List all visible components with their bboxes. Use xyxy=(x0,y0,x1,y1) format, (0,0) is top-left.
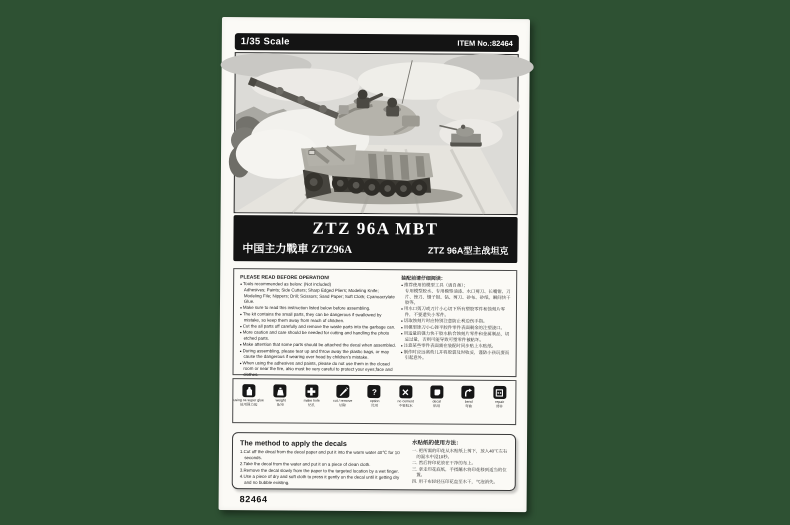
kit-subtitle-chinese: ZTZ 96A型主战坦克 xyxy=(427,245,509,256)
symbol-label-zh: 配重 xyxy=(276,403,284,407)
list-item: 2.Take the decal from the water and put it on a piece of clean cloth. xyxy=(239,461,371,468)
list-item: ● 制作时应远离幼儿并将胶袋及时收妥，谨防小孩玩耍而引起意外。 xyxy=(400,349,511,362)
precautions-heading-en: PLEASE READ BEFORE OPERATION! xyxy=(240,274,330,281)
list-item: ● 推荐使用的模型工具（请自备）； 专用模型胶水、专用模型油漆、水口剪刀、长嘴钳、刀片、锉刀、镊子钳、钻、剪刀、砂布、砂纸、瞬间快干胶等。 xyxy=(401,283,512,307)
symbol-label-en: option xyxy=(369,399,380,404)
symbol-label-zh: 修补 xyxy=(496,404,504,409)
decal-heading-zh: 水贴纸的使用方法： xyxy=(412,439,462,447)
symbol-label-zh: 贴纸 xyxy=(433,404,441,409)
symbol-label-zh: 钻孔 xyxy=(308,403,316,408)
instruction-sheet xyxy=(219,17,530,512)
list-item: ● 用模型锉刀小心锉平胶件零件表面剩余的注塑浇口。 xyxy=(401,325,512,332)
list-item: ● When using the adhesives and paints, please do not use them in the closed room or near the fire, also must be very careful to protect your eyes,face and clothes. xyxy=(239,360,396,379)
knife-icon xyxy=(336,385,349,398)
symbol-no-cement xyxy=(390,385,422,423)
list-item: ● During assembling, please tear up and throw away the plastic bags, or may cause the dangerous if wearing over head by children's mistake. xyxy=(240,348,397,361)
svg-text:?: ? xyxy=(371,387,377,397)
header-bar xyxy=(235,33,519,52)
scale-label: 1/35 Scale xyxy=(240,36,290,48)
list-item: ● Cut the all parts off carefully and remove the waste parts into the garbage can. xyxy=(240,324,397,331)
weight-icon xyxy=(274,384,287,397)
symbol-option xyxy=(358,385,390,423)
precautions-box xyxy=(233,268,518,377)
symbol-label-zh: 切除 xyxy=(339,403,347,408)
repair-icon xyxy=(493,386,506,399)
list-item: 四. 用干布轻轻压印花直至水干，气泡消失。 xyxy=(411,478,498,485)
x-mark-icon xyxy=(399,385,412,398)
precautions-list-zh xyxy=(400,283,512,362)
list-item: ● Make sure to read this instruction listed below before assembling. xyxy=(240,305,397,312)
precautions-list-en xyxy=(239,281,397,385)
decal-steps-zh xyxy=(412,448,509,485)
symbol-label-zh: 使用强力胶 xyxy=(240,403,258,407)
assembly-symbols-strip xyxy=(232,378,516,425)
symbol-ca-glue xyxy=(233,384,265,422)
symbol-label-zh: 不要胶水 xyxy=(398,404,413,408)
decal-sheet-icon xyxy=(430,385,443,398)
item-number-label: ITEM No.:82464 xyxy=(457,38,513,49)
list-item: ● Tools recommended as below: (Not included) Adhesives; Paints; Side Cutters; Sharp Edged Pliers; Modeling Knife; Modeling File; Nippers; Drill; Scissors; Sand Paper; Soft Cloth; Cyanoacrylate Glue. xyxy=(240,281,397,305)
symbol-label-zh: 选用 xyxy=(370,404,378,408)
list-item: 3.Remove the decal slowly from the paper to the targeted location by a wet finger. xyxy=(239,467,399,474)
tank-artwork-svg xyxy=(235,53,518,214)
drill-icon xyxy=(305,385,318,398)
list-item: ● 切取蚀刻片时应特别注意防止利边伤手指。 xyxy=(401,318,512,325)
symbol-label-en: weight xyxy=(275,398,286,403)
list-item: ● 用适量的强力快干胶水粘合蚀刻片零件和金属制品，切忌过量，否则可能导致可塑零件被粘坏。 xyxy=(401,331,512,344)
bend-arrow-icon xyxy=(462,386,475,399)
list-item: 4.Use a piece of dry and soft cloth to press it gently on the decal until it getting dry and no bubble existing. xyxy=(239,474,400,486)
symbol-cut-remove xyxy=(327,385,359,423)
decal-heading-en: The method to apply the decals xyxy=(239,438,347,448)
list-item: ● The kit contains the small parts, they can be dangerous if swallowed by mistake, so keep them away from reach of children. xyxy=(240,311,397,324)
precautions-heading-zh: 装配前请仔细阅读： xyxy=(400,275,446,282)
symbol-label-en: make hole xyxy=(303,399,320,403)
list-item: 一. 把所需的印花从水贴纸上剪下，放入40℃左右的温水中浸10秒。 xyxy=(412,448,508,460)
symbol-label-en: repair xyxy=(495,400,505,404)
list-item: ● More caution and care should be needed for cutting and handling the photo etched parts. xyxy=(240,330,397,343)
symbol-label-en: bend xyxy=(464,400,473,404)
symbol-label-en: using ca super glue xyxy=(233,398,265,403)
symbol-make-hole xyxy=(296,385,328,423)
kit-title-chinese: 中国主力戰車 ZTZ96A xyxy=(242,242,353,256)
symbol-decal xyxy=(421,385,453,423)
symbol-label-en: cut / remove xyxy=(333,399,353,403)
symbol-repair xyxy=(484,386,516,424)
decal-steps-en xyxy=(240,449,406,487)
glue-bottle-icon xyxy=(243,384,256,397)
symbol-label-en: no cement xyxy=(397,399,414,404)
symbol-bend xyxy=(452,386,484,424)
kit-title: ZTZ 96A MBT xyxy=(312,218,439,239)
question-mark-icon xyxy=(368,385,381,398)
tank-illustration xyxy=(234,52,519,215)
symbol-label-zh: 弯曲 xyxy=(464,404,472,409)
list-item: 二. 然后将印花放在干净的布上。 xyxy=(411,460,477,466)
list-item: 三. 拿走印花底纸，手指蘸水将印花移到适当的位置。 xyxy=(411,466,507,478)
item-code-footer: 82464 xyxy=(239,494,268,505)
list-item: ● 注意某些零件表面需在装配时同步贴上水贴纸。 xyxy=(401,343,512,350)
list-item: 1.Cut off the decal from the decal paper and put it into the warm water 40℃ for 10 seconds. xyxy=(239,449,400,461)
list-item: ● Make attention that some parts should be attached the decal when assembled. xyxy=(240,342,397,349)
symbol-label-en: decal xyxy=(432,399,442,404)
title-block xyxy=(233,215,517,263)
list-item: ● 用水口剪刀或刀片小心切下所有塑胶零件和蚀刻片零件，不要遗失小零件。 xyxy=(401,306,512,319)
decal-instructions-box xyxy=(232,432,516,491)
symbol-weight xyxy=(264,384,296,422)
